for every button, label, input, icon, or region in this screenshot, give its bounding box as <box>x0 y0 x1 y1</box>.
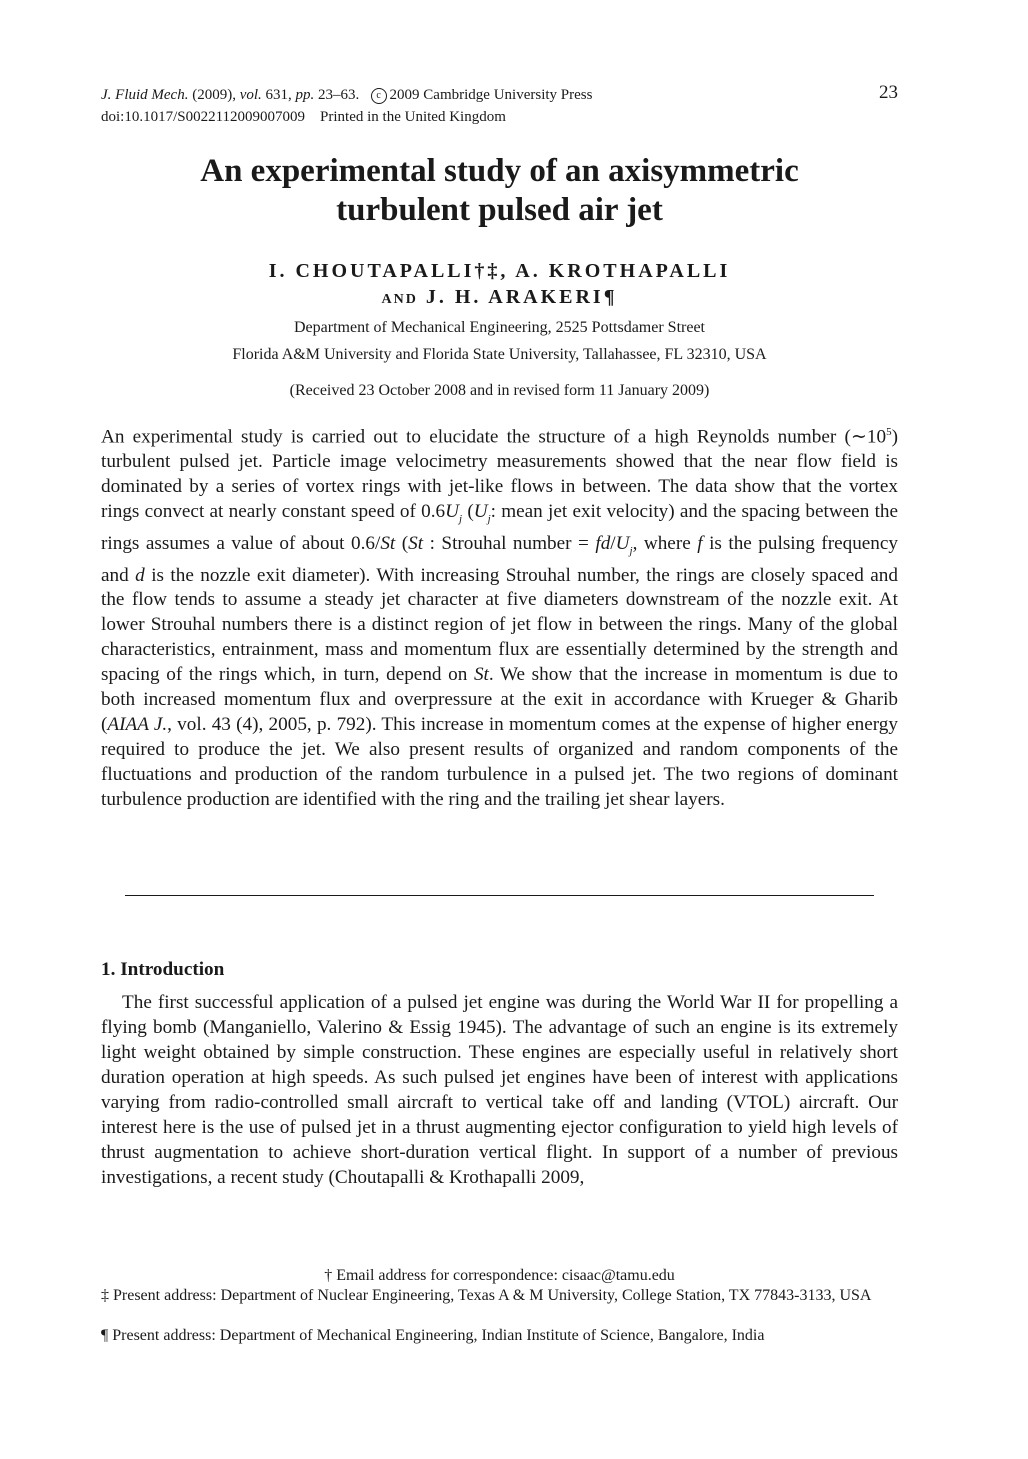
running-header <box>101 84 898 128</box>
abstract-text: ( <box>395 532 409 554</box>
affiliation <box>101 314 898 368</box>
volume-label: vol. <box>239 87 262 103</box>
abstract-text: / <box>610 532 616 554</box>
abstract-text: is the pulsing frequency and <box>101 532 899 586</box>
math-symbol: U <box>473 501 488 523</box>
subscript: j <box>629 544 633 557</box>
math-symbol: d <box>135 564 145 586</box>
journal-year: (2009), <box>192 87 236 103</box>
math-symbol: U <box>445 501 460 523</box>
title-line-1: An experimental study of an axisymmetric <box>200 153 799 189</box>
math-symbol: U <box>615 532 630 554</box>
authors-and: AND <box>381 292 418 307</box>
superscript: 5 <box>886 426 892 438</box>
section-heading: 1. Introduction <box>101 959 225 980</box>
pages-label: pp. <box>295 87 315 103</box>
abstract-text: . We show that the increase in momentum is due to both increased momentum flux and overpressure at the exit in accordance with Krueger & Gharib ( <box>101 664 898 736</box>
doi-line <box>101 106 898 128</box>
footnote-email: † Email address for correspondence: cisaac@tamu.edu <box>324 1267 675 1284</box>
citation-line <box>101 84 898 106</box>
title-line-2: turbulent pulsed air jet <box>336 192 663 228</box>
abstract-text: ) turbulent pulsed jet. Particle image velocimetry measurements showed that the near flow field is dominated by a series of vortex rings with jet-like flows in between. The data show that the vortex rings convect at nearly constant speed of 0.6 <box>101 426 898 523</box>
math-symbol: f <box>697 532 703 554</box>
abstract-text: , vol. 43 (4), 2005, p. 792). This increase in momentum comes at the expense of higher energy required to produce the jet. We also present results of organized and random components of the fluctuations and production of the random turbulence in a pulsed jet. The two regions of dominant turbulence production are identified with the ring and the trailing jet shear layers. <box>101 714 898 810</box>
math-symbol: St <box>408 532 424 554</box>
paper-title <box>101 152 898 230</box>
abstract-text: ( <box>462 501 474 523</box>
subscript: j <box>487 512 491 525</box>
authors-line-1: I. CHOUTAPALLI†‡, A. KROTHAPALLI <box>268 260 731 282</box>
authors-last: J. H. ARAKERI¶ <box>425 286 618 308</box>
copyright-icon: c <box>371 88 387 104</box>
math-symbol: St <box>380 532 396 554</box>
abstract-text: is the nozzle exit diameter). With increasing Strouhal number, the rings are closely spaced and the flow tends to assume a steady jet character at five diameters downstream of the nozzle exit. At lower Strouhal numbers there is a distinct region of jet flow in between the rings. Many of the global characteristics, entrainment, mass and momentum flux are essentially determined by the strength and spacing of the rings which, in turn, depend on <box>101 564 898 686</box>
doi: doi:10.1017/S0022112009007009 <box>101 109 306 125</box>
math-symbol: St <box>473 664 489 686</box>
abstract <box>101 420 898 813</box>
copyright-text: 2009 Cambridge University Press <box>389 87 593 103</box>
footnote-address-2: ¶ Present address: Department of Mechanical Engineering, Indian Institute of Science, Bangalore, India <box>101 1327 765 1344</box>
math-symbol: fd <box>595 532 611 554</box>
journal-citation: AIAA J. <box>107 714 168 736</box>
subscript: j <box>459 512 463 525</box>
footnote-address-1: ‡ Present address: Department of Nuclear Engineering, Texas A & M University, College Station, TX 77843-3133, USA <box>101 1287 872 1304</box>
page-range: 23–63. <box>318 87 360 103</box>
page-number: 23 <box>879 82 898 103</box>
printed-note: Printed in the United Kingdom <box>320 109 506 125</box>
affiliation-line-2: Florida A&M University and Florida State University, Tallahassee, FL 32310, USA <box>232 346 767 363</box>
abstract-text: An experimental study is carried out to elucidate the structure of a high Reynolds number (∼10 <box>101 426 887 448</box>
abstract-text: , where <box>632 532 698 554</box>
abstract-text: : Strouhal number = <box>423 532 596 554</box>
received-dates: (Received 23 October 2008 and in revised form 11 January 2009) <box>289 382 710 399</box>
abstract-divider <box>125 895 874 896</box>
volume-number: 631, <box>265 87 292 103</box>
authors-line-2 <box>101 284 898 313</box>
abstract-text: : mean jet exit velocity) and the spacing between the rings assumes a value of about 0.6/ <box>101 501 899 554</box>
author-block <box>101 258 898 313</box>
journal-name: J. Fluid Mech. <box>101 87 189 103</box>
affiliation-line-1: Department of Mechanical Engineering, 2525 Pottsdamer Street <box>294 319 705 336</box>
introduction-paragraph: The first successful application of a pulsed jet engine was during the World War II for propelling a flying bomb (Manganiello, Valerino & Essig 1945). The advantage of such an engine is its extremely light weight obtained by simple construction. These engines are especially useful in relatively short duration operation at high speeds. As such pulsed jet engines have been of interest with applications varying from radio-controlled small aircraft to vertical take off and landing (VTOL) aircraft. Our interest here is the use of pulsed jet in a thrust augmenting ejector configuration to yield high levels of thrust augmentation to achieve short-duration vertical flight. In support of a number of previous investigations, a recent study (Choutapalli & Krothapalli 2009, <box>101 992 898 1188</box>
